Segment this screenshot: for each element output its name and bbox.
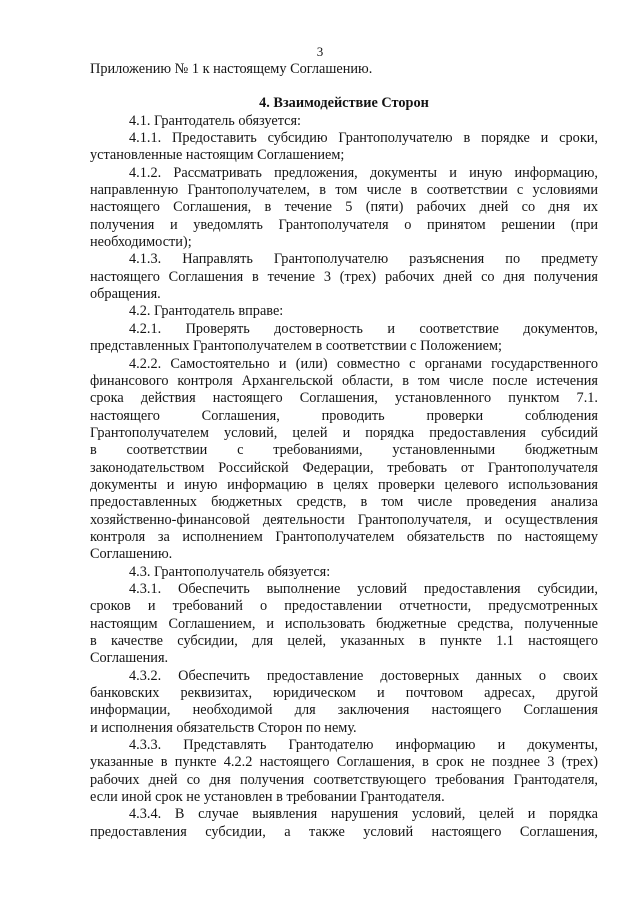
text-line: в соответствии с требованиями, установленными бюджетным: [90, 442, 598, 459]
text-line: 4.1. Грантодатель обязуется:: [129, 112, 302, 129]
text-line: 4.2.2. Самостоятельно и (или) совместно с органами государственного: [129, 355, 598, 372]
text-line: установленные настоящим Соглашением;: [90, 147, 345, 164]
text-line: настоящего Соглашения в течение 3 (трех) рабочих дней со дня получения: [90, 268, 598, 285]
text-line: 4.3. Грантополучатель обязуется:: [129, 563, 331, 580]
text-line: контроля за исполнением Грантополучателем обязательств по настоящему: [90, 528, 598, 545]
section-heading: 4. Взаимодействие Сторон: [259, 95, 429, 112]
text-line: предоставленных бюджетных средств, в том числе проведения анализа: [90, 494, 598, 511]
text-line: Грантополучателем условий, целей и порядка предоставления субсидий: [90, 424, 598, 441]
text-line: настоящего Соглашения, в течение 5 (пяти) рабочих дней со дня их: [90, 199, 598, 216]
text-line: 4.2.1. Проверять достоверность и соответствие документов,: [129, 320, 598, 337]
text-line: Соглашения.: [90, 650, 169, 667]
text-line: представленных Грантополучателем в соответствии с Положением;: [90, 338, 503, 355]
text-line: информации, необходимой для заключения настоящего Соглашения: [90, 702, 598, 719]
text-line: банковских реквизитах, юридическом и почтовом адресах, другой: [90, 685, 598, 702]
intro-line: Приложению № 1 к настоящему Соглашению.: [90, 61, 373, 77]
section-body: [90, 113, 598, 841]
text-line: в качестве субсидии, для целей, указанных в пункте 1.1 настоящего: [90, 633, 598, 649]
page-number: 3: [316, 44, 324, 59]
text-line: Соглашению.: [90, 546, 173, 563]
text-line: рабочих дней со дня получения соответствующего требования Грантодателя,: [90, 771, 598, 788]
text-line: указанные в пункте 4.2.2 настоящего Соглашения, в срок не позднее 3 (трех): [90, 754, 598, 771]
text-line: получения и уведомлять Грантополучателя о принятом решении (при: [90, 216, 598, 233]
text-line: 4.3.1. Обеспечить выполнение условий предоставления субсидии,: [129, 580, 598, 597]
text-line: срока действия настоящего Соглашения, установленного пунктом 7.1.: [90, 390, 598, 407]
text-line: 4.3.3. Представлять Грантодателю информацию и документы,: [129, 737, 598, 754]
document-body: [90, 61, 598, 841]
text-line: и исполнения обязательств Сторон по нему.: [90, 719, 357, 736]
text-line: настоящего Соглашения, проводить проверки соблюдения: [90, 407, 598, 424]
text-line: необходимости);: [90, 234, 192, 251]
text-line: финансового контроля Архангельской области, в том числе после истечения: [90, 372, 598, 389]
text-line: обращения.: [90, 286, 161, 303]
text-line: хозяйственно-финансовой деятельности Грантополучателя, и осуществления: [90, 511, 598, 528]
text-line: законодательством Российской Федерации, требовать от Грантополучателя: [90, 459, 598, 476]
text-line: документы и иную информацию в целях проверки целевого использования: [90, 476, 598, 493]
text-line: 4.2. Грантодатель вправе:: [129, 303, 284, 320]
text-line: 4.3.4. В случае выявления нарушения условий, целей и порядка: [129, 806, 598, 823]
text-line: 4.3.2. Обеспечить предоставление достоверных данных о своих: [129, 667, 598, 684]
text-line: 4.1.3. Направлять Грантополучателю разъяснения по предмету: [129, 251, 598, 268]
text-line: 4.1.2. Рассматривать предложения, документы и иную информацию,: [129, 164, 598, 181]
text-line: если иной срок не установлен в требовании Грантодателя.: [90, 789, 445, 806]
text-line: направленную Грантополучателем, в том числе в соответствии с условиями: [90, 182, 598, 199]
text-line: 4.1.1. Предоставить субсидию Грантополучателю в порядке и сроки,: [129, 130, 598, 147]
text-line: сроков и требований о предоставлении отчетности, предусмотренных: [90, 598, 598, 615]
text-line: настоящим Соглашением, и использовать бюджетные средства, полученные: [90, 615, 598, 632]
text-line: предоставления субсидии, а также условий настоящего Соглашения,: [90, 823, 598, 840]
